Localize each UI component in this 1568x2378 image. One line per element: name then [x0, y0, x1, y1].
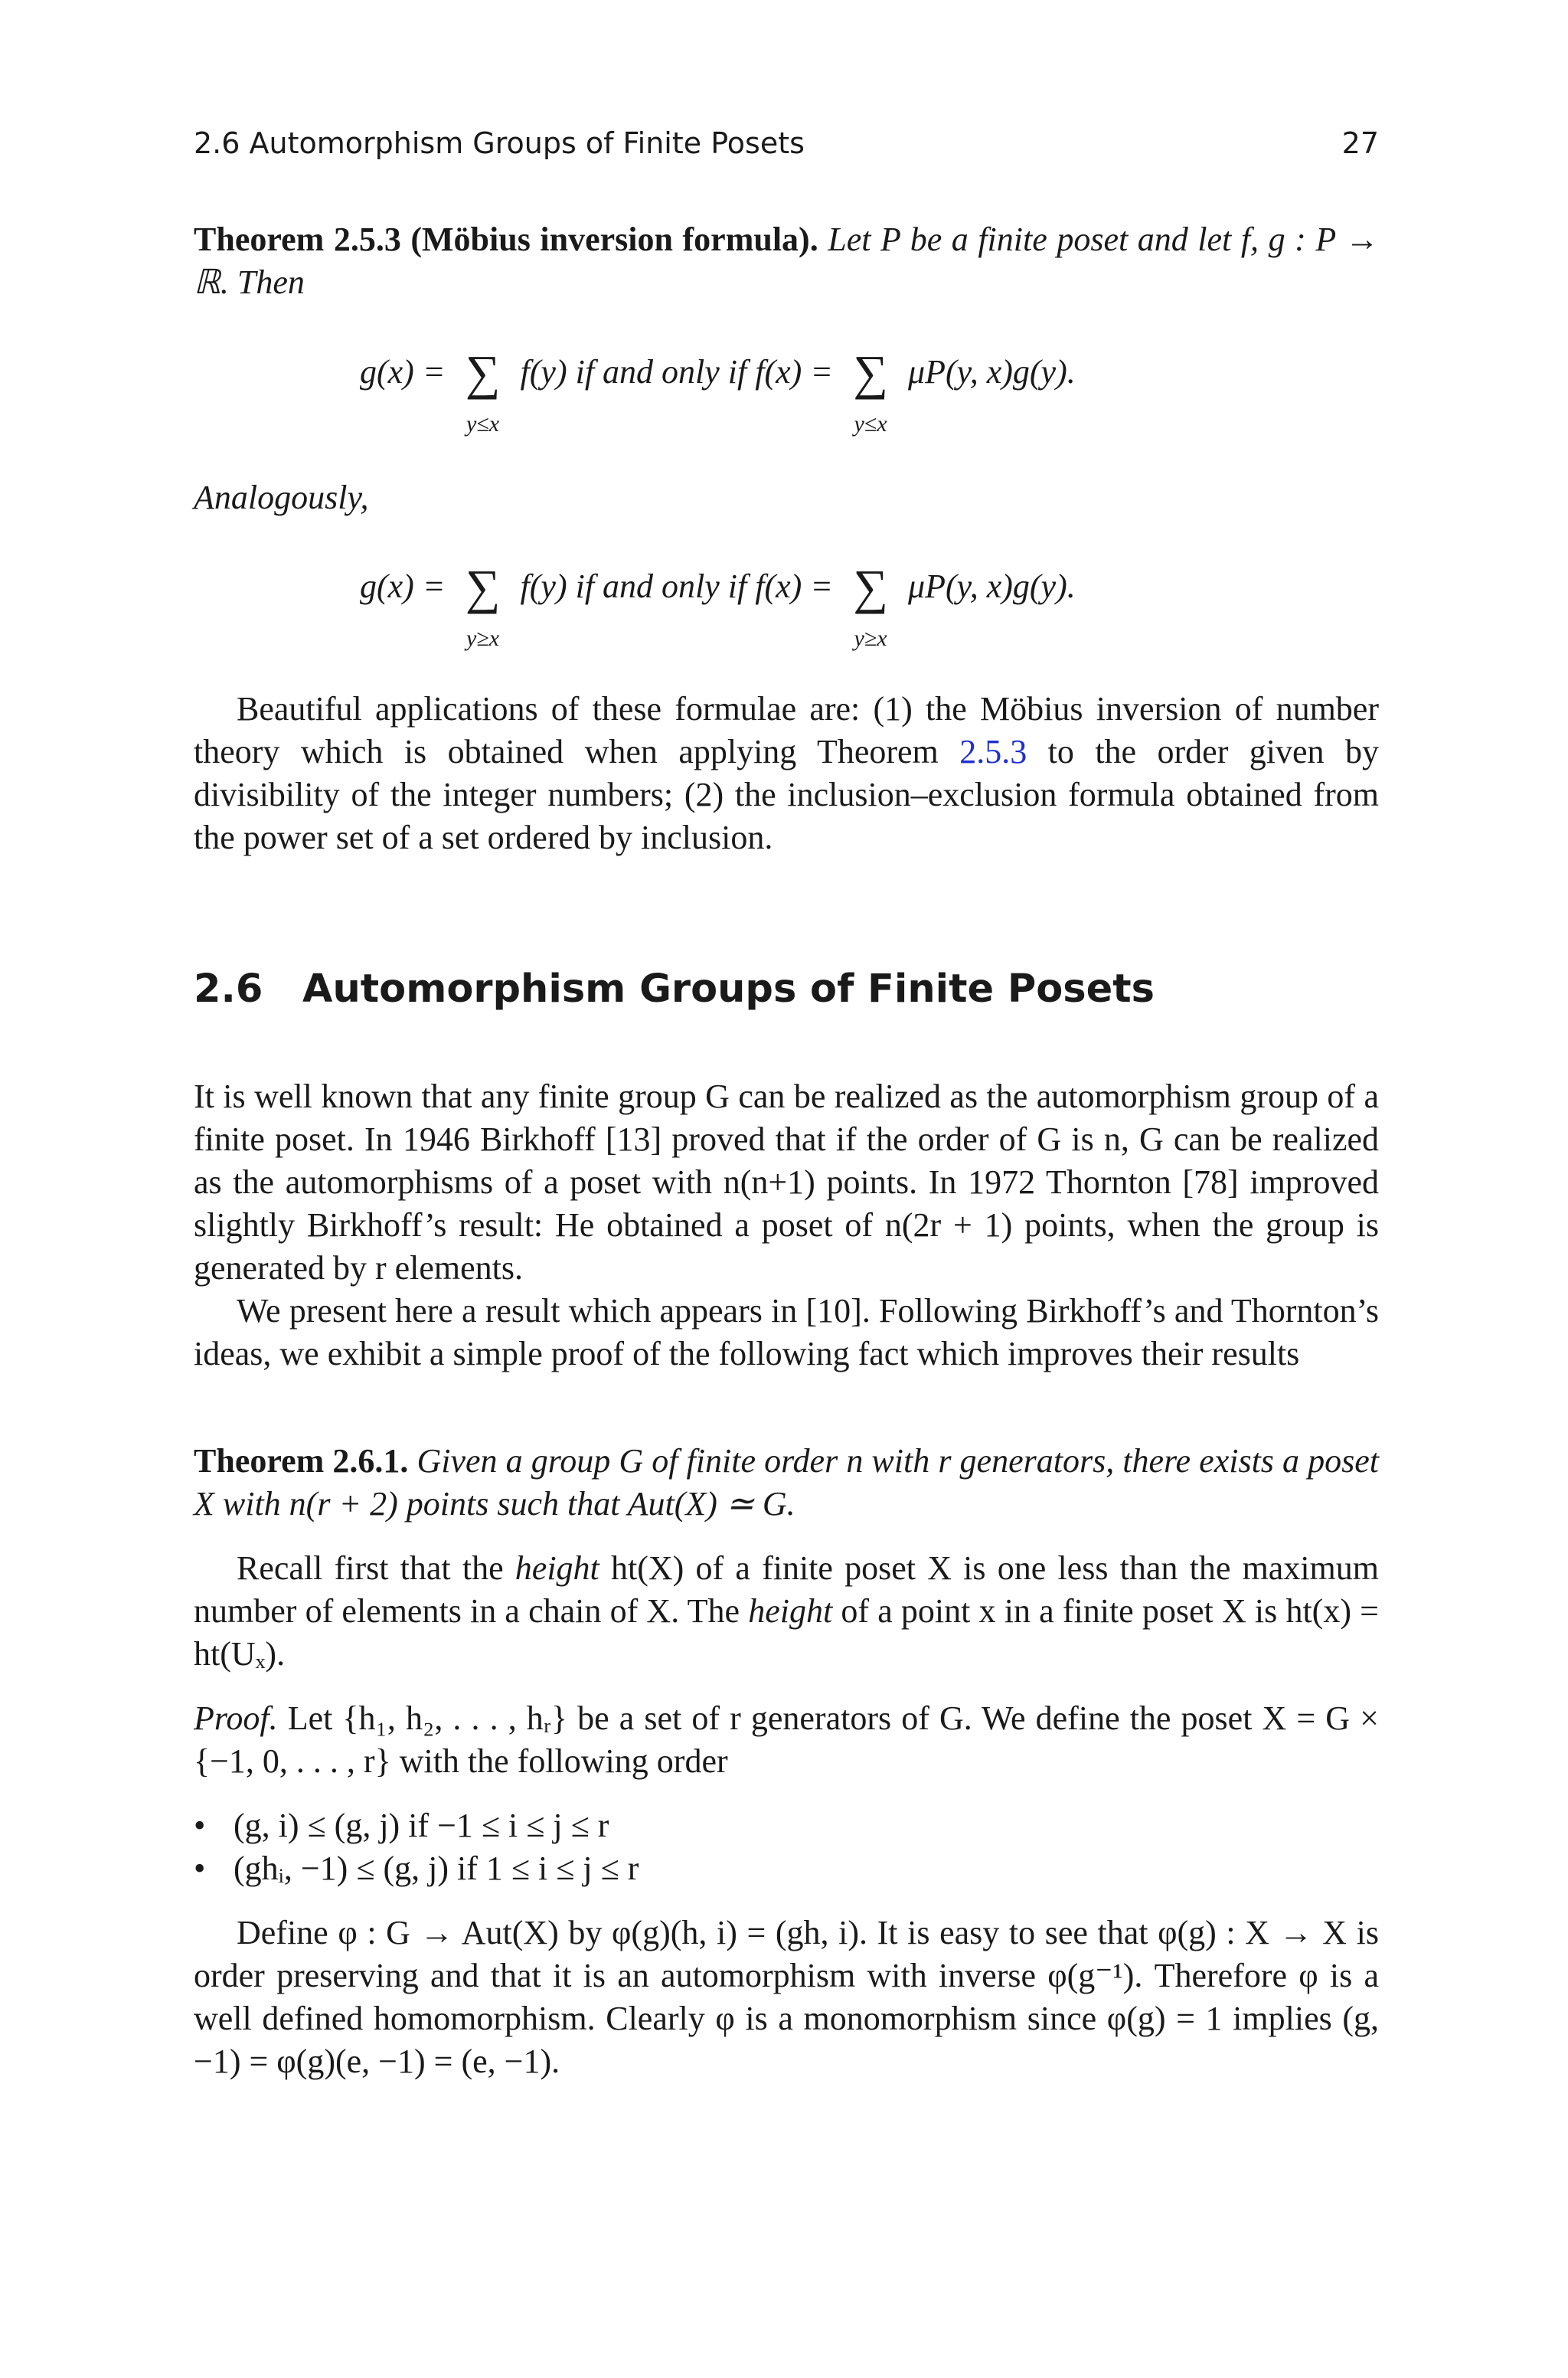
- paragraph-present: We present here a result which appears in [10]. Following Birkhoff’s and Thornton’s ideas, we exhibit a simple proof of the following fact which improves their results: [194, 1292, 1379, 1372]
- analogously-line: Analogously,: [194, 479, 369, 516]
- formula-middle: f(y) if and only if f(x) =: [520, 353, 833, 391]
- theorem-2-5-3: [194, 218, 1379, 304]
- summation-index: y≤x: [854, 411, 887, 437]
- term-height: height: [514, 1549, 599, 1587]
- section-title: Automorphism Groups of Finite Posets: [302, 967, 1155, 1012]
- summation-symbol: ∑ y≤x: [853, 345, 888, 437]
- list-item: • (ghᵢ, −1) ≤ (g, j) if 1 ≤ i ≤ j ≤ r: [194, 1850, 639, 1887]
- theorem-statement: Given a group G of finite order n with r generators, there exists a poset X with n(r + 2) points such that Aut(X) ≃ G.: [194, 1442, 1380, 1523]
- summation-index: y≥x: [466, 626, 500, 651]
- theorem-2-6-1: [194, 1440, 1379, 1526]
- term-height: height: [748, 1592, 833, 1630]
- paragraph-applications: Beautiful applications of these formulae are: (1) the Möbius inversion of number theory which is obtained when applying Theorem 2.5.3 to the order given by divisibility of the integer numbers; (2) the inclusion–exclusion formula obtained from the power set of a set ordered by inclusion.: [194, 690, 1379, 856]
- paragraph-height: Recall first that the height ht(X) of a finite poset X is one less than the maximum number of elements in a chain of X. The height of a point x in a finite poset X is ht(x) = ht(Uₓ).: [194, 1549, 1379, 1673]
- order-bullet-list: [194, 1804, 1379, 1890]
- summation-symbol: ∑ y≤x: [465, 345, 501, 437]
- running-head-title: 2.6 Automorphism Groups of Finite Posets: [194, 126, 805, 160]
- proof-label: Proof.: [194, 1699, 278, 1737]
- summation-symbol: ∑ y≥x: [853, 560, 888, 651]
- formula-rhs: μP(y, x)g(y).: [908, 353, 1076, 391]
- page-number: 27: [1341, 126, 1379, 160]
- theorem-statement: Let P be a finite poset and let f, g : P → ℝ. Then: [194, 221, 1380, 301]
- formula-lhs: g(x) =: [360, 353, 446, 391]
- proof-paragraph: Proof. Let {h₁, h₂, . . . , hᵣ} be a set of r generators of G. We define the poset X = G × {−1, 0, . . . , r} with the following order: [194, 1699, 1379, 1780]
- paragraph-define: Define φ : G → Aut(X) by φ(g)(h, i) = (gh, i). It is easy to see that φ(g) : X → X is order preserving and that it is an automorphism with inverse φ(g⁻¹). Therefore φ is a well defined homomorphism. Clearly φ is a monomorphism since φ(g) = 1 implies (g, −1) = φ(g)(e, −1) = (e, −1).: [194, 1914, 1379, 2080]
- section-heading: [194, 967, 1155, 1012]
- list-item: • (g, i) ≤ (g, j) if −1 ≤ i ≤ j ≤ r: [194, 1807, 609, 1844]
- formula-rhs: μP(y, x)g(y).: [908, 568, 1076, 605]
- section-number: 2.6: [194, 967, 263, 1012]
- paragraph-well-known: It is well known that any finite group G can be realized as the automorphism group of a finite poset. In 1946 Birkhoff [13] proved that if the order of G is n, G can be realized as the automorphisms of a poset with n(n+1) points. In 1972 Thornton [78] improved slightly Birkhoff’s result: He obtained a poset of n(2r + 1) points, when the group is generated by r elements.: [194, 1078, 1379, 1287]
- theorem-reference-link[interactable]: 2.5.3: [959, 733, 1027, 770]
- theorem-heading: Theorem 2.6.1.: [194, 1442, 409, 1480]
- formula-middle: f(y) if and only if f(x) =: [520, 568, 833, 605]
- formula-lhs: g(x) =: [360, 568, 446, 605]
- summation-index: y≤x: [466, 411, 500, 437]
- summation-symbol: ∑ y≥x: [465, 560, 501, 651]
- summation-index: y≥x: [854, 626, 887, 651]
- theorem-heading: Theorem 2.5.3 (Möbius inversion formula).: [194, 221, 818, 258]
